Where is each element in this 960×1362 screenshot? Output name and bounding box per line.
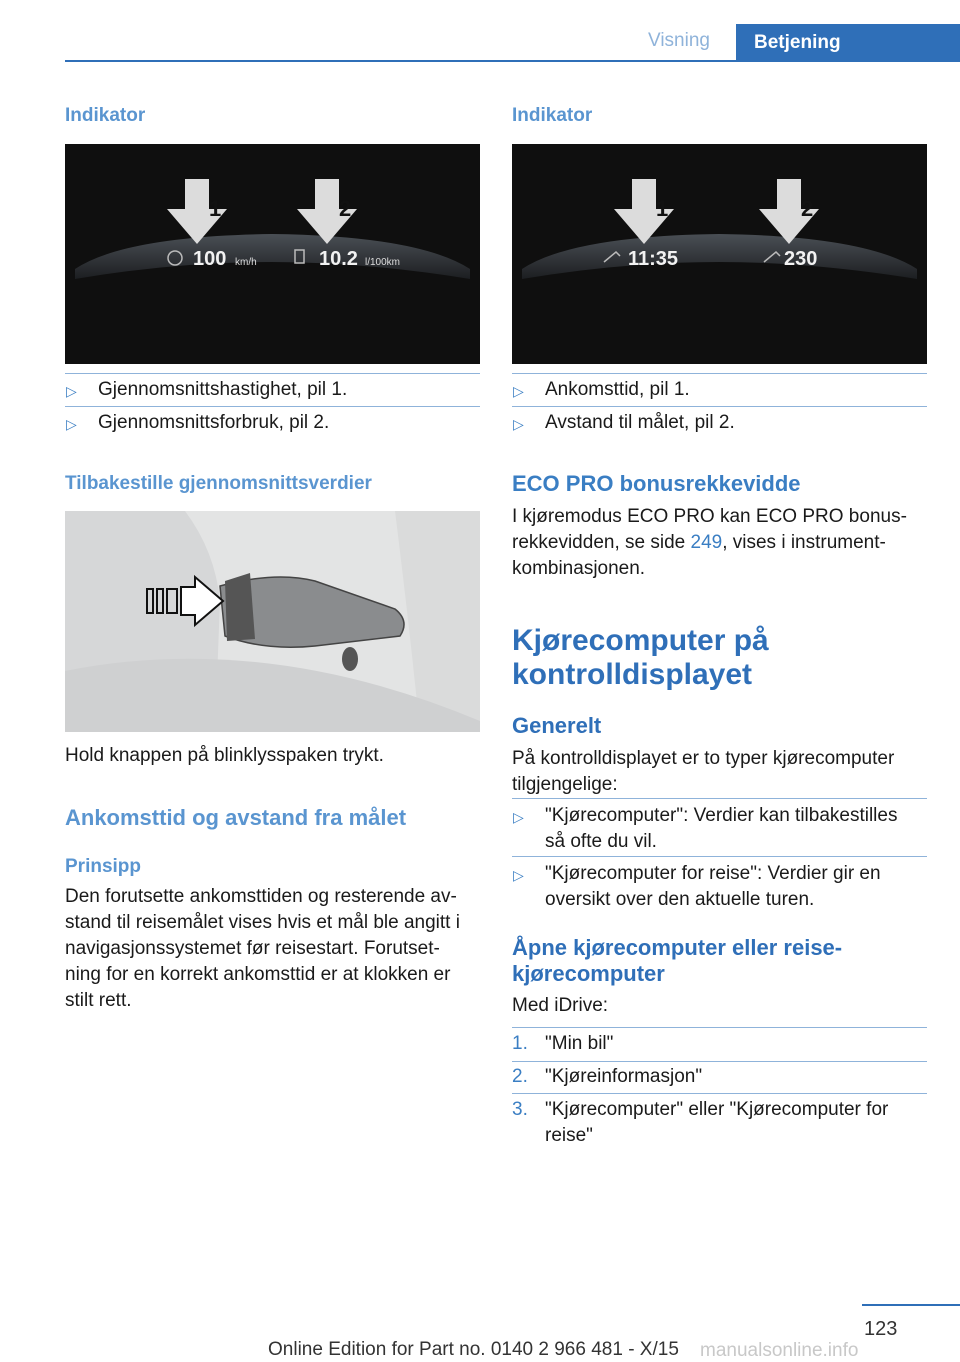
open-heading: Åpne kjørecomputer eller reise-: [512, 935, 843, 960]
general-line: På kontrolldisplayet er to typer kjørecomputer: [512, 748, 895, 769]
page-link[interactable]: 249: [690, 532, 723, 553]
eco-line: [512, 530, 886, 556]
figure-arrival-distance: [512, 144, 927, 364]
separator: [512, 1027, 927, 1028]
edition-line: Online Edition for Part no. 0140 2 966 481 - X/15: [268, 1339, 679, 1360]
arrival-heading: Ankomsttid og avstand fra målet: [65, 805, 407, 830]
instrument-display-image-2: [512, 144, 927, 364]
avg-speed-unit: km/h: [235, 257, 257, 268]
page-number: 123: [864, 1318, 898, 1340]
principle-line: navigasjonssystemet før reisestart. Forutset-: [65, 938, 440, 959]
bullet-item: Ankomsttid, pil 1.: [545, 379, 690, 400]
header-rule: [65, 60, 960, 62]
separator: [512, 856, 927, 857]
dashboard-arc: [75, 234, 470, 279]
tab-betjening[interactable]: Betjening: [736, 24, 960, 62]
arrow-1-number: 1: [209, 196, 222, 221]
step-text: reise": [545, 1125, 593, 1146]
avg-consumption-unit: l/100km: [365, 257, 401, 268]
bullet-item: så ofte du vil.: [545, 831, 657, 852]
step-text: "Kjørecomputer" eller "Kjørecomputer for: [545, 1099, 889, 1120]
separator: [65, 373, 480, 374]
bullet-item: oversikt over den aktuelle turen.: [545, 889, 815, 910]
reset-instruction: Hold knappen på blinklysspaken trykt.: [65, 745, 384, 766]
arrow-2-number: 2: [339, 196, 352, 221]
page-number-rule: [862, 1304, 960, 1306]
watermark: manualsonline.info: [700, 1340, 859, 1361]
idrive-label: Med iDrive:: [512, 995, 609, 1016]
separator: [512, 406, 927, 407]
step-text: "Kjøreinformasjon": [545, 1066, 703, 1087]
eco-line-text: rekkevidden, se side: [512, 532, 691, 553]
principle-line: ning for en korrekt ankomsttid er at klokken er: [65, 964, 451, 985]
step-number: 1.: [512, 1033, 528, 1054]
reset-heading: Tilbakestille gjennomsnittsverdier: [65, 473, 372, 494]
avg-speed-value: 100: [193, 248, 227, 270]
step-number: 2.: [512, 1066, 528, 1087]
figure-turn-signal-lever: [65, 511, 480, 732]
turn-signal-lever-image: [65, 511, 480, 732]
step-number: 3.: [512, 1099, 528, 1120]
bullet-item: "Kjørecomputer for reise": Verdier gir en: [545, 863, 881, 884]
bullet-item: Gjennomsnittshastighet, pil 1.: [98, 379, 348, 400]
principle-line: stilt rett.: [65, 990, 132, 1011]
bullet-icon: ▷: [513, 867, 524, 883]
step-text: "Min bil": [545, 1033, 614, 1054]
indicator-label-left: Indikator: [65, 105, 146, 126]
principle-line: Den forutsette ankomsttiden og resterende av-: [65, 886, 457, 907]
eco-line: kombinasjonen.: [512, 558, 646, 579]
computer-heading: kontrolldisplayet: [512, 658, 753, 691]
instrument-display-image: [65, 144, 480, 364]
dashboard-arc: [522, 234, 917, 279]
distance-value: 230: [784, 248, 818, 270]
indicator-label-right: Indikator: [512, 105, 593, 126]
figure-average-values: [65, 144, 480, 364]
avg-consumption-value: 10.2: [319, 248, 358, 270]
bullet-item: Avstand til målet, pil 2.: [545, 412, 735, 433]
eco-line: I kjøremodus ECO PRO kan ECO PRO bonus-: [512, 506, 907, 527]
separator: [512, 1093, 927, 1094]
bullet-item: "Kjørecomputer": Verdier kan tilbakestilles: [545, 805, 898, 826]
bullet-item: Gjennomsnittsforbruk, pil 2.: [98, 412, 330, 433]
principle-line: stand til reisemålet vises hvis et mål ble angitt i: [65, 912, 460, 933]
arrow-1-number: 1: [656, 196, 669, 221]
separator: [512, 1061, 927, 1062]
bullet-icon: ▷: [513, 809, 524, 825]
arrival-time-value: 11:35: [628, 248, 679, 270]
separator: [65, 406, 480, 407]
general-line: tilgjengelige:: [512, 774, 618, 795]
arrow-2-number: 2: [801, 196, 814, 221]
eco-heading: ECO PRO bonusrekkevidde: [512, 471, 801, 496]
principle-heading: Prinsipp: [65, 856, 142, 877]
bullet-icon: ▷: [513, 383, 524, 399]
separator: [512, 798, 927, 799]
bullet-icon: ▷: [513, 416, 524, 432]
bullet-icon: ▷: [66, 416, 77, 432]
separator: [512, 373, 927, 374]
bullet-icon: ▷: [66, 383, 77, 399]
computer-heading: Kjørecomputer på: [512, 624, 769, 657]
open-heading: kjørecomputer: [512, 961, 665, 986]
tab-visning[interactable]: Visning: [648, 30, 710, 51]
eco-line-text: , vises i instrument-: [722, 532, 886, 553]
general-heading: Generelt: [512, 713, 602, 738]
